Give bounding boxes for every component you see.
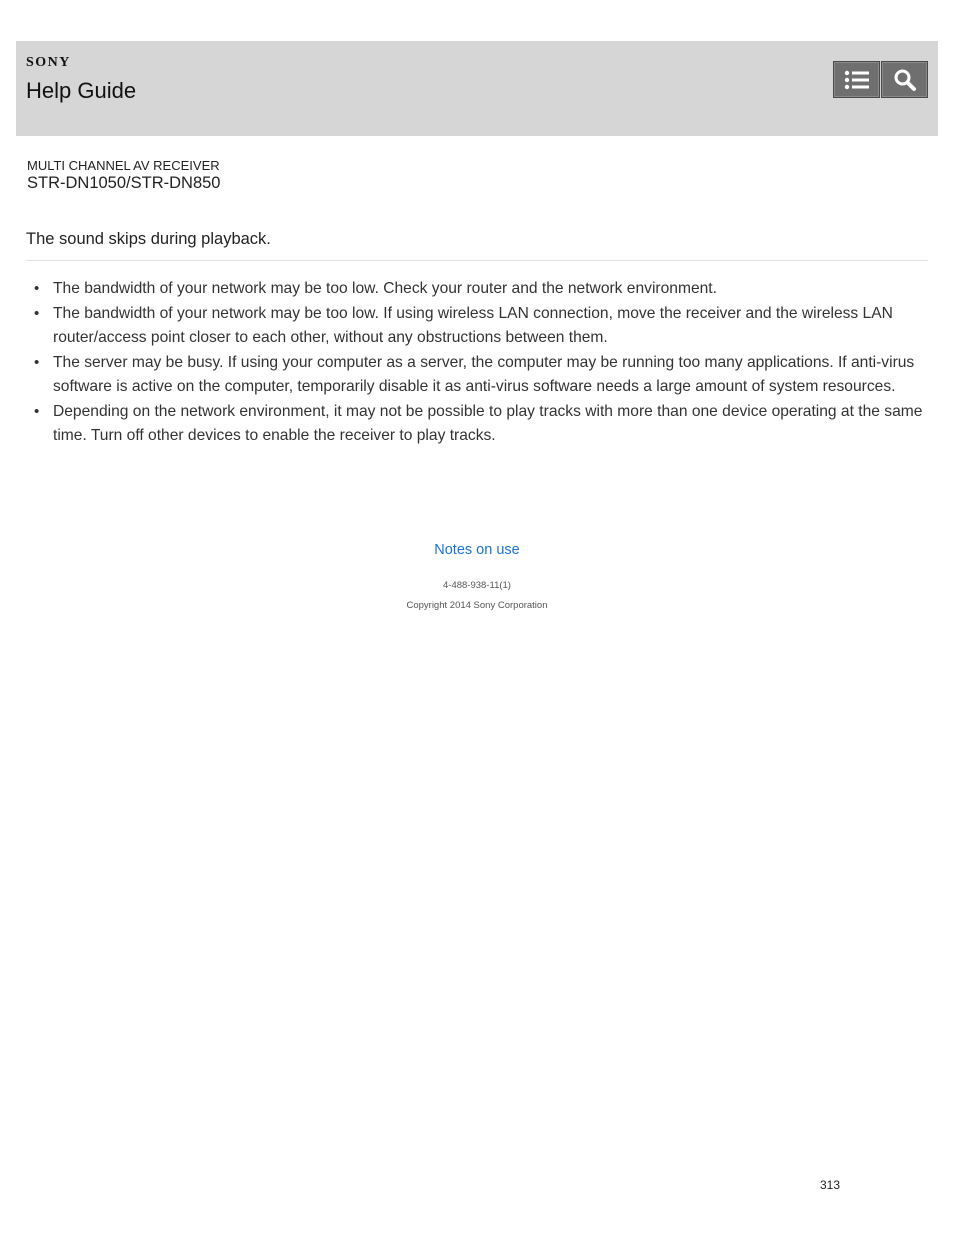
search-icon — [893, 68, 917, 92]
table-of-contents-button[interactable] — [833, 61, 880, 98]
list-item: • Depending on the network environment, it may not be possible to play tracks with more than one device operating at the same time. Turn off other devices to enable the receiver to play tracks. — [26, 400, 926, 449]
page-number: 313 — [820, 1178, 841, 1192]
product-type: MULTI CHANNEL AV RECEIVER — [27, 158, 220, 173]
part-number: 4-488-938-11(1) — [443, 580, 511, 591]
cause-list — [26, 277, 926, 449]
sony-logo: SONY — [26, 55, 71, 70]
notes-link-container — [0, 541, 954, 559]
list-icon — [844, 69, 870, 91]
header-bar — [16, 41, 938, 136]
article-title: The sound skips during playback. — [26, 230, 271, 248]
list-item: • The bandwidth of your network may be too low. Check your router and the network environment. — [26, 277, 926, 302]
title-divider — [26, 260, 928, 261]
search-button[interactable] — [881, 61, 928, 98]
help-guide-title: Help Guide — [26, 78, 137, 103]
model-name: STR-DN1050/STR-DN850 — [27, 174, 221, 192]
copyright: Copyright 2014 Sony Corporation — [406, 600, 548, 611]
list-item: • The bandwidth of your network may be too low. If using wireless LAN connection, move the receiver and the wireless LAN router/access point closer to each other, without any obstructions between them. — [26, 302, 926, 351]
notes-on-use-link[interactable]: Notes on use — [434, 542, 520, 558]
list-item: • The server may be busy. If using your computer as a server, the computer may be running too many applications. If anti-virus software is active on the computer, temporarily disable it as anti-virus software needs a large amount of system resources. — [26, 351, 926, 400]
